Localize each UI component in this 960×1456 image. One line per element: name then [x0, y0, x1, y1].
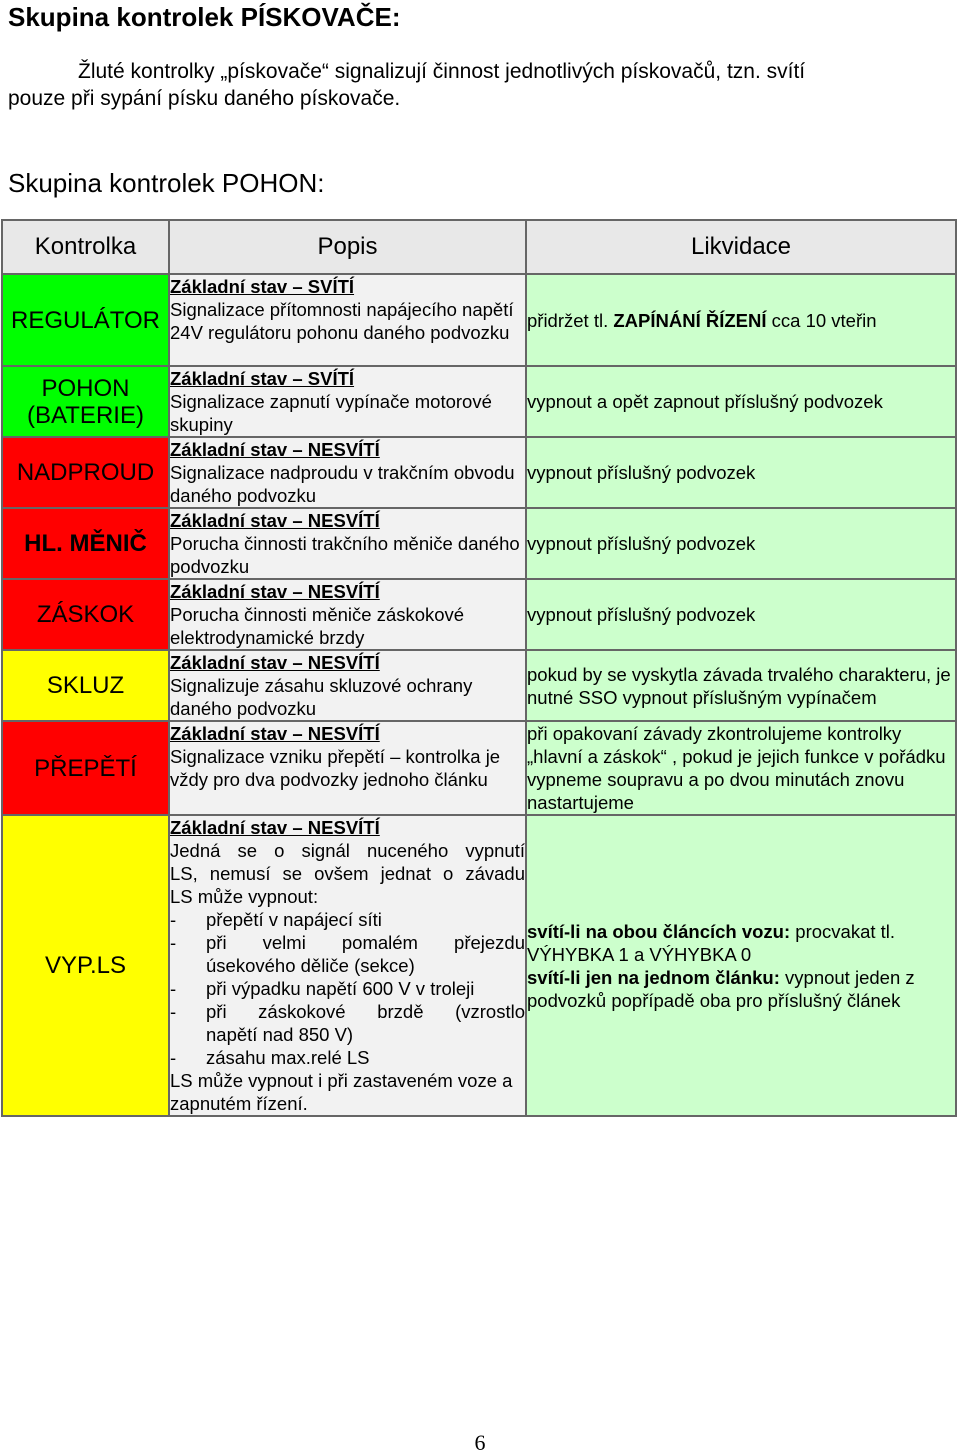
- likvidace-cell: vypnout příslušný podvozek: [526, 437, 956, 508]
- likvidace-cell: pokud by se vyskytla závada trvalého charakteru, je nutné SSO vypnout příslušným vypínačem: [526, 650, 956, 721]
- table-header-row: [2, 220, 956, 274]
- section-title-piskovace: Skupina kontrolek PÍSKOVAČE:: [8, 2, 401, 32]
- popis-cell: [169, 721, 526, 815]
- pohon-table: [1, 219, 957, 1117]
- kontrolka-cell: NADPROUD: [2, 437, 169, 508]
- table-row: [2, 721, 956, 815]
- likvidace-cell: při opakovaní závady zkontrolujeme kontrolky „hlavní a záskok“ , pokud je jejich funkce v pořádku vypneme soupravu a po dvou minutách znovu nastartujeme: [526, 721, 956, 815]
- kontrolka-cell: HL. MĚNIČ: [2, 508, 169, 579]
- popis-text: Signalizace vzniku přepětí – kontrolka je vždy pro dva podvozky jednoho článku: [170, 746, 501, 790]
- popis-cell: [169, 437, 526, 508]
- page-number: 6: [474, 1430, 486, 1455]
- popis-text: Signalizuje zásahu skluzové ochrany daného podvozku: [170, 675, 473, 719]
- kontrolka-cell: ZÁSKOK: [2, 579, 169, 650]
- popis-text: Porucha činnosti trakčního měniče daného podvozku: [170, 533, 520, 577]
- stav-label: Základní stav – NESVÍTÍ: [170, 723, 380, 744]
- popis-text: Porucha činnosti měniče záskokové elektrodynamické brzdy: [170, 604, 465, 648]
- likvidace-text: procvakat tl. VÝHYBKA 1 a VÝHYBKA 0: [527, 920, 896, 965]
- stav-label: Základní stav – NESVÍTÍ: [170, 817, 380, 838]
- popis-line: Jedná se o signál nuceného vypnutí: [170, 840, 525, 861]
- likvidace-bold: svítí-li na obou článcích vozu:: [527, 920, 791, 942]
- kontrolka-cell: SKLUZ: [2, 650, 169, 721]
- stav-label: Základní stav – NESVÍTÍ: [170, 581, 380, 602]
- piskovace-text-2: pouze při sypání písku daného pískovače.: [8, 87, 401, 110]
- likvidace-cell: vypnout příslušný podvozek: [526, 579, 956, 650]
- popis-line: LS, nemusí se ovšem jednat o závadu: [170, 863, 525, 884]
- likvidace-cell: vypnout a opět zapnout příslušný podvozek: [526, 366, 956, 437]
- popis-end: LS může vypnout i při zastaveném voze a zapnutém řízení.: [170, 1070, 513, 1114]
- likvidace-text: vypnout jeden z podvozků popřípadě oba pro příslušný článek: [527, 966, 915, 1011]
- kontrolka-cell: VYP.LS: [2, 815, 169, 1116]
- popis-cell: [169, 579, 526, 650]
- header-kontrolka: Kontrolka: [2, 220, 169, 274]
- stav-label: Základní stav – SVÍTÍ: [170, 368, 355, 389]
- list-item: - při výpadku napětí 600 V v troleji: [170, 978, 475, 999]
- table-row: [2, 579, 956, 650]
- piskovace-text-1: Žluté kontrolky „pískovače“ signalizují činnost jednotlivých pískovačů, tzn. svítí: [78, 60, 806, 83]
- header-likvidace: Likvidace: [526, 220, 956, 274]
- piskovace-description: [8, 58, 948, 112]
- stav-label: Základní stav – NESVÍTÍ: [170, 439, 380, 460]
- table-row: [2, 437, 956, 508]
- kontrolka-cell: PŘEPĚTÍ: [2, 721, 169, 815]
- table-row: [2, 274, 956, 366]
- list-item: - přepětí v napájecí síti: [170, 909, 382, 930]
- likvidace-text-end: cca 10 vteřin: [766, 309, 877, 331]
- popis-text: Signalizace přítomnosti napájecího napětí 24V regulátoru pohonu daného podvozku: [170, 299, 514, 343]
- popis-cell: [169, 815, 526, 1116]
- popis-text: Signalizace zapnutí vypínače motorové skupiny: [170, 391, 492, 435]
- table-row: [2, 366, 956, 437]
- stav-label: Základní stav – NESVÍTÍ: [170, 652, 380, 673]
- stav-label: Základní stav – SVÍTÍ: [170, 276, 355, 297]
- table-row: [2, 508, 956, 579]
- kontrolka-cell: REGULÁTOR: [2, 274, 169, 366]
- list-item: - zásahu max.relé LS: [170, 1047, 370, 1068]
- likvidace-bold: ZAPÍNÁNÍ ŘÍZENÍ: [613, 309, 767, 331]
- table-row: [2, 650, 956, 721]
- popis-cell: [169, 366, 526, 437]
- header-popis: Popis: [169, 220, 526, 274]
- popis-line: LS může vypnout:: [170, 886, 319, 907]
- list-item: - při záskokové brzdě (vzrostlo napětí nad 850 V): [170, 1001, 525, 1045]
- likvidace-cell: [526, 815, 956, 1116]
- list-item: - při velmi pomalém přejezdu úsekového děliče (sekce): [170, 932, 525, 976]
- popis-cell: [169, 508, 526, 579]
- popis-cell: [169, 274, 526, 366]
- popis-cell: [169, 650, 526, 721]
- likvidace-cell: [526, 274, 956, 366]
- popis-text: Signalizace nadproudu v trakčním obvodu daného podvozku: [170, 462, 515, 506]
- likvidace-text: přidržet tl.: [527, 309, 614, 331]
- likvidace-bold: svítí-li jen na jednom článku:: [527, 966, 780, 988]
- kontrolka-cell: POHON (BATERIE): [2, 366, 169, 437]
- likvidace-cell: vypnout příslušný podvozek: [526, 508, 956, 579]
- section-title-pohon: Skupina kontrolek POHON:: [8, 168, 325, 198]
- stav-label: Základní stav – NESVÍTÍ: [170, 510, 380, 531]
- table-row: [2, 815, 956, 1116]
